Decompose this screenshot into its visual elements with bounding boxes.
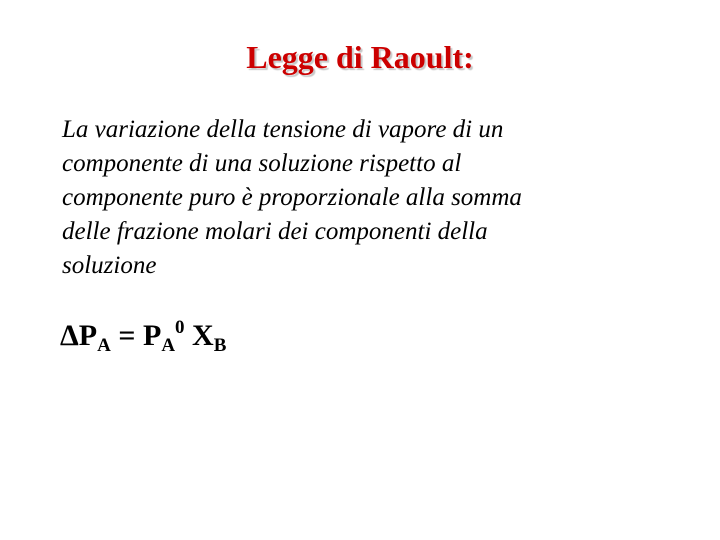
raoult-formula	[60, 318, 226, 354]
body-line-2: componente di una soluzione rispetto al	[62, 150, 462, 177]
body-line-4: delle frazione molari dei componenti della	[62, 218, 488, 245]
formula-p-subscript: A	[161, 335, 176, 356]
formula-x-subscript: B	[213, 335, 227, 356]
formula-lhs: ΔP	[60, 319, 98, 352]
formula-equals: =	[110, 319, 143, 352]
body-line-5: soluzione	[62, 252, 157, 279]
body-line-3: componente puro è proporzionale alla somma	[62, 184, 522, 211]
formula-p-superscript: 0	[175, 317, 185, 338]
formula-p: P	[142, 319, 162, 352]
body-line-1: La variazione della tensione di vapore di un	[62, 116, 504, 143]
formula-lhs-subscript: A	[97, 335, 111, 356]
formula-x: X	[184, 319, 214, 352]
body-text	[62, 113, 682, 283]
slide-title: Legge di Raoult:	[246, 39, 474, 75]
